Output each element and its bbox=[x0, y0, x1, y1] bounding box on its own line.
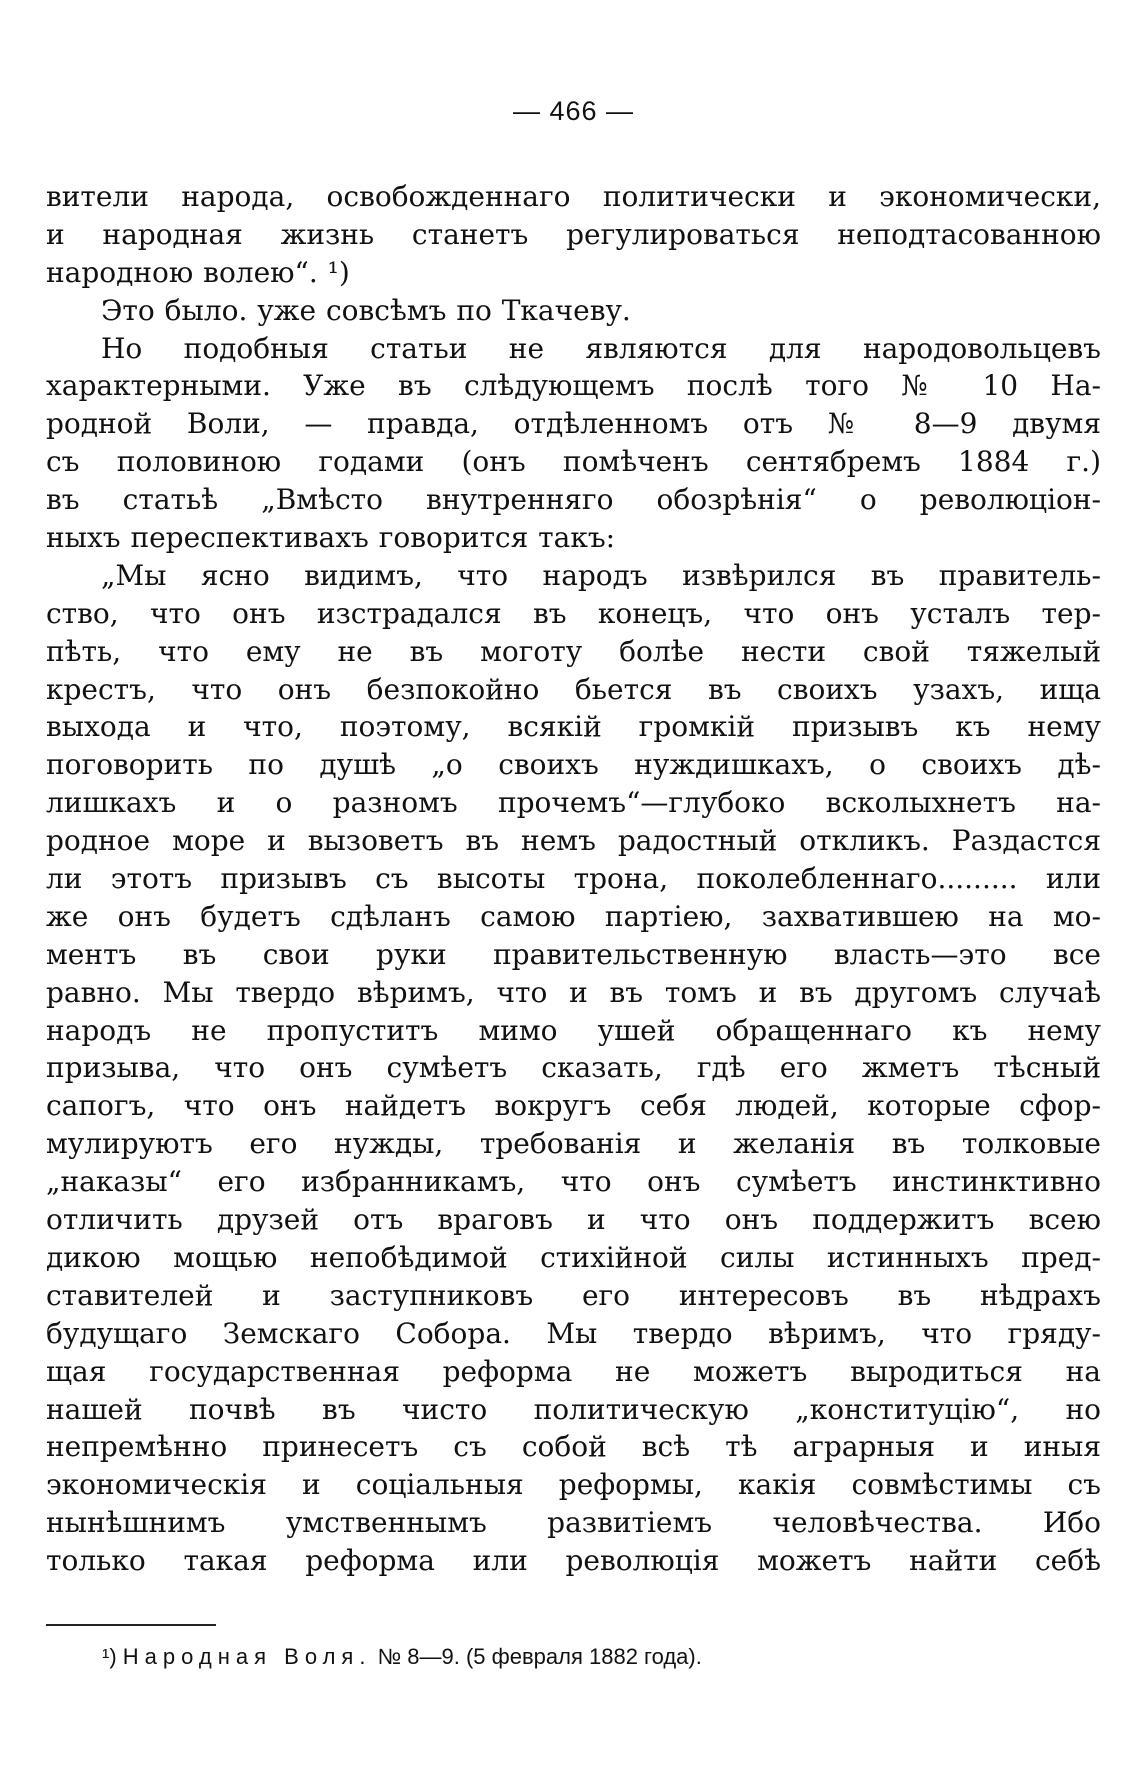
text-line: ство, что онъ изстрадался въ конецъ, что онъ усталъ тер- bbox=[46, 596, 1101, 630]
text-line: ставителей и заступниковъ его интересовъ въ нѣдрахъ bbox=[46, 1278, 1101, 1312]
text-line: Но подобныя статьи не являются для народовольцевъ bbox=[101, 331, 1101, 365]
footnote-text: № 8—9. (5 февраля 1882 года). bbox=[377, 1644, 702, 1669]
text-line: „Мы ясно видимъ, что народъ извѣрился въ правитель- bbox=[101, 558, 1101, 592]
text-line: мулируютъ его нужды, требованія и желанія въ толковые bbox=[46, 1127, 1101, 1161]
text-line: ментъ въ свои руки правительственную власть—это все bbox=[46, 937, 1101, 971]
text-line: съ половиною годами (онъ помѣченъ сентябремъ 1884 г.) bbox=[46, 445, 1101, 479]
text-line: поговорить по душѣ „о своихъ нуждишкахъ, о своихъ дѣ- bbox=[46, 748, 1101, 782]
text-line: Это было. уже совсѣмъ по Ткачеву. bbox=[101, 293, 631, 327]
text-line: „наказы“ его избранникамъ, что онъ сумѣетъ инстинктивно bbox=[46, 1165, 1101, 1199]
text-line: пѣть, что ему не въ моготу болѣе нести свой тяжелый bbox=[46, 634, 1101, 668]
text-line: народъ не пропуститъ мимо ушей обращеннаго къ нему bbox=[46, 1013, 1101, 1047]
text-line: нашей почвѣ въ чисто политическую „конституцію“, но bbox=[46, 1392, 1101, 1426]
text-line: будущаго Земскаго Собора. Мы твердо вѣримъ, что гряду- bbox=[46, 1316, 1101, 1350]
text-line: сапогъ, что онъ найдетъ вокругъ себя людей, которые сфор- bbox=[46, 1089, 1101, 1123]
text-line: щая государственная реформа не можетъ выродиться на bbox=[46, 1354, 1101, 1388]
text-line: и народная жизнь станетъ регулироваться неподтасованною bbox=[46, 217, 1101, 251]
text-line: родное море и вызоветъ въ немъ радостный откликъ. Раздастся bbox=[46, 824, 1101, 858]
text-line: нынѣшнимъ умственнымъ развитіемъ человѣчества. Ибо bbox=[46, 1506, 1101, 1540]
text-line: призыва, что онъ сумѣетъ сказать, гдѣ его жметъ тѣсный bbox=[46, 1051, 1101, 1085]
text-line: вители народа, освобожденнаго политически и экономически, bbox=[46, 180, 1101, 213]
text-line: ныхъ переспективахъ говорится такъ: bbox=[46, 521, 616, 555]
footnote bbox=[102, 1642, 1102, 1672]
text-line: экономическія и соціальныя реформы, какія совмѣстимы съ bbox=[46, 1468, 1101, 1502]
body-text bbox=[46, 178, 1101, 1580]
text-line: народною волею“. ¹) bbox=[46, 255, 350, 289]
text-line: выхода и что, поэтому, всякій громкій призывъ къ нему bbox=[46, 710, 1101, 744]
text-line: только такая реформа или революція можетъ найти себѣ bbox=[46, 1544, 1101, 1578]
text-line: отличить друзей отъ враговъ и что онъ поддержитъ всею bbox=[46, 1203, 1101, 1237]
text-line: дикою мощью непобѣдимой стихійной силы истинныхъ пред- bbox=[46, 1240, 1101, 1274]
footnote-divider bbox=[46, 1624, 216, 1626]
text-line: крестъ, что онъ безпокойно бьется въ своихъ узахъ, ища bbox=[46, 672, 1101, 706]
footnote-marker: ¹) bbox=[102, 1644, 117, 1669]
text-line: родной Воли, — правда, отдѣленномъ отъ № 8—9 двумя bbox=[46, 407, 1101, 441]
text-line: непремѣнно принесетъ съ собой всѣ тѣ аграрныя и иныя bbox=[46, 1430, 1101, 1464]
page-number: — 466 — bbox=[512, 96, 635, 126]
text-line: въ статьѣ „Вмѣсто внутренняго обозрѣнія“ о революціон- bbox=[46, 483, 1101, 517]
text-line: же онъ будетъ сдѣланъ самою партіею, захватившею на мо- bbox=[46, 899, 1101, 933]
text-line: лишкахъ и о разномъ прочемъ“—глубоко всколыхнетъ на- bbox=[46, 786, 1101, 820]
text-line: характерными. Уже въ слѣдующемъ послѣ того № 10 На- bbox=[46, 369, 1101, 403]
book-page bbox=[46, 96, 1101, 1736]
footnote-source: Народная Воля. bbox=[122, 1644, 372, 1669]
text-line: равно. Мы твердо вѣримъ, что и въ томъ и въ другомъ случаѣ bbox=[46, 975, 1101, 1009]
text-line: ли этотъ призывъ съ высоты трона, поколебленнаго......... или bbox=[46, 862, 1101, 896]
